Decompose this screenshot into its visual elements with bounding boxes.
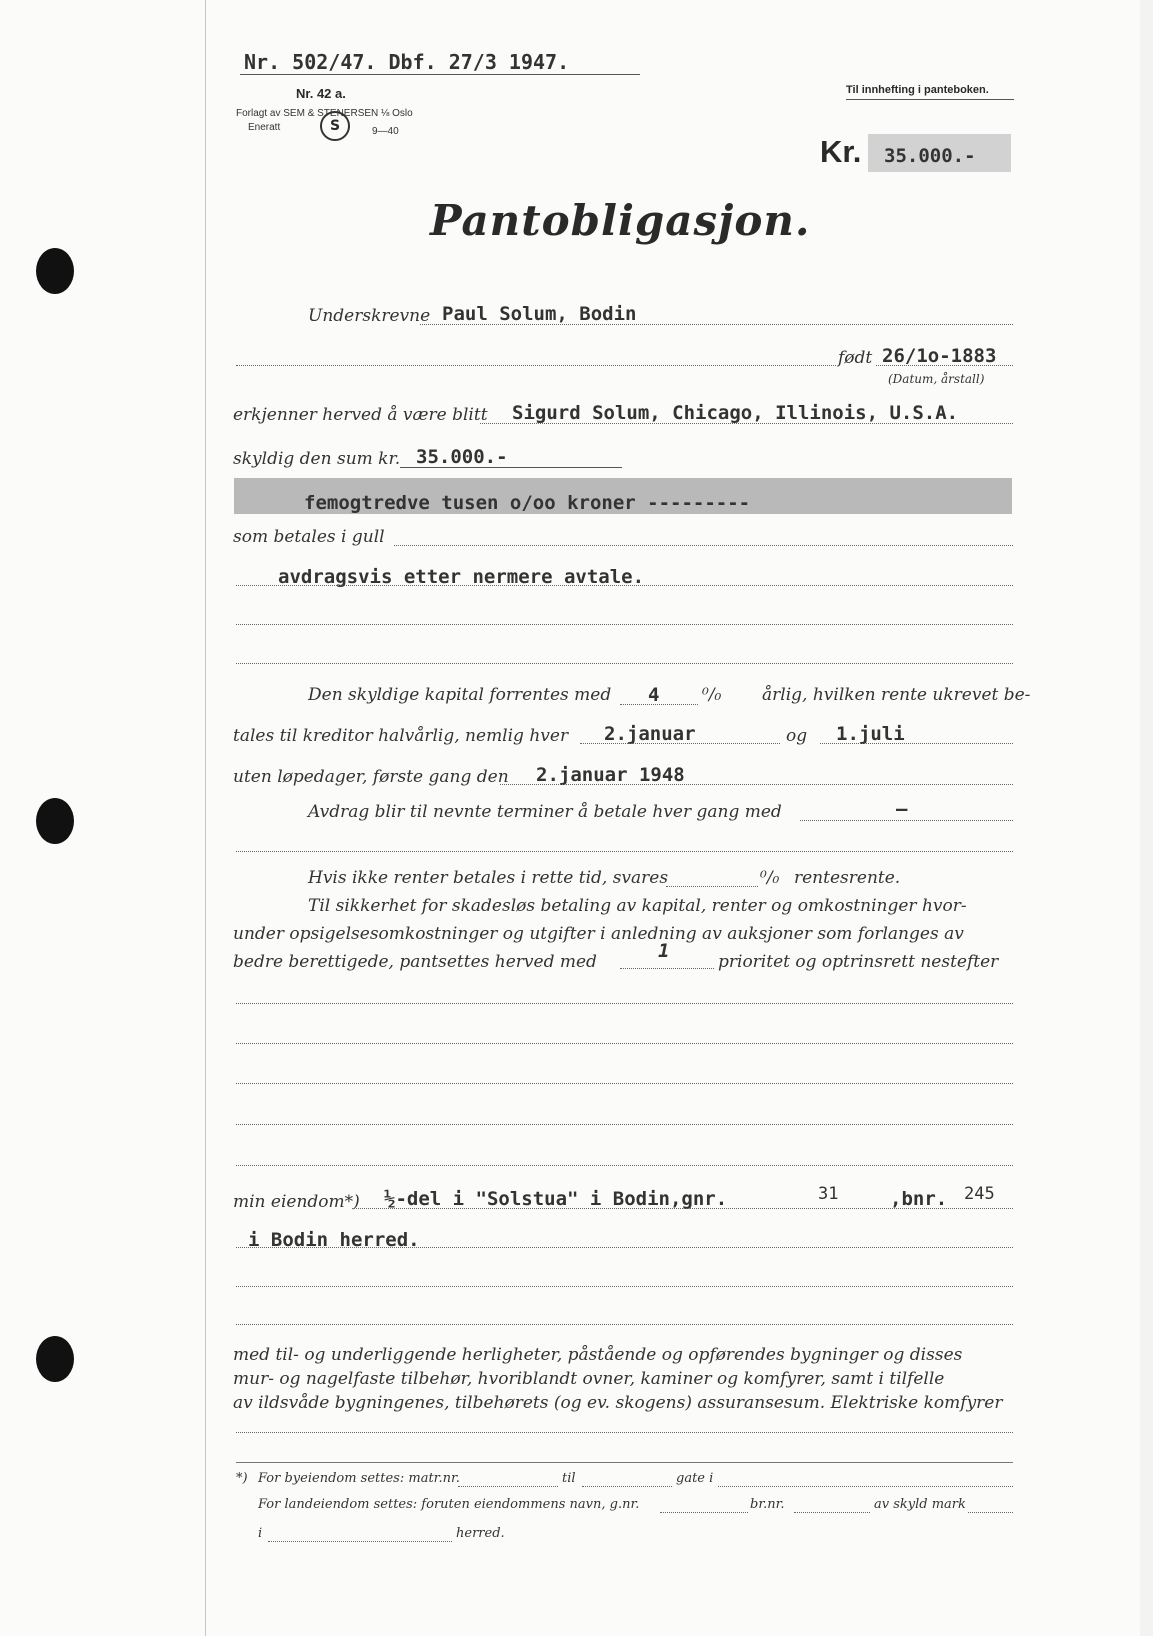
publisher-stamp-icon: S	[320, 111, 350, 141]
footnote-city-line-2	[582, 1486, 672, 1487]
interest-first-date: 2.januar 1948	[536, 764, 685, 786]
property-line-4	[236, 1324, 1013, 1325]
interest-rate-line	[620, 704, 698, 705]
security-para-3a: bedre berettigede, pantsettes herved med	[233, 952, 597, 972]
blank-line-6	[236, 1083, 1013, 1084]
closing-line-2: mur- og nagelfaste tilbehør, hvoriblandt ovner, kaminer og komfyrer, samt i tilfelle	[233, 1369, 945, 1389]
closing-line-1: med til- og underliggende herligheter, påstående og opførendes bygninger og disses	[233, 1345, 963, 1365]
footnote-separator	[236, 1462, 1013, 1463]
security-para-2: under opsigelsesomkostninger og utgifter i anledning av auksjoner som forlanges av	[233, 924, 964, 944]
interest-text-c: tales til kreditor halvårlig, nemlig hver	[233, 726, 569, 746]
owing-label: skyldig den sum kr.	[233, 449, 401, 469]
footnote-city-a: For byeiendom settes: matr.nr.	[258, 1471, 460, 1486]
publisher: Forlagt av SEM & STENERSEN ⅛ Oslo	[236, 108, 413, 119]
priority-line	[620, 968, 714, 969]
footnote-city-b: til	[562, 1471, 576, 1486]
blank-line-5	[236, 1043, 1013, 1044]
eneratt: Eneratt	[248, 122, 281, 133]
document-title: Pantobligasjon.	[430, 196, 811, 245]
property-line-2	[236, 1247, 1013, 1248]
bnr-value: 245	[964, 1184, 995, 1204]
property-value-a: ½-del i "Solstua" i Bodin,gnr.	[384, 1188, 728, 1210]
interest-date1-line	[580, 743, 780, 744]
interest-og: og	[786, 726, 808, 746]
footnote-herred-line	[268, 1541, 452, 1542]
gnr-value: 31	[818, 1184, 839, 1204]
priority-value: 1	[658, 940, 670, 962]
edition: 9—40	[372, 126, 399, 137]
footnote-star: *)	[236, 1471, 248, 1486]
installments-line	[236, 585, 1013, 586]
blank-line-4	[236, 1003, 1013, 1004]
blank-line-7	[236, 1124, 1013, 1125]
punch-hole-middle	[36, 798, 74, 844]
blank-line-8	[236, 1165, 1013, 1166]
binding-note: Til innhefting i panteboken.	[846, 84, 989, 96]
installments-value: avdragsvis etter nermere avtale.	[278, 566, 645, 588]
interest-date2-line	[820, 743, 1013, 744]
avdrag-line	[800, 820, 1013, 821]
footnote-land-c: av skyld mark	[874, 1497, 966, 1512]
footnote-land-b: br.nr.	[750, 1497, 785, 1512]
footnote-herred: herred.	[456, 1526, 505, 1541]
bnr-label: ,bnr.	[890, 1188, 948, 1210]
interest-percent: ⁰/₀	[702, 685, 722, 705]
security-para-3b: prioritet og optrinsrett nestefter	[718, 952, 999, 972]
blank-line-1	[236, 624, 1013, 625]
payable-line	[394, 545, 1013, 546]
blank-line-born	[236, 365, 836, 366]
security-text-a: Hvis ikke renter betales i rette tid, svares	[308, 868, 669, 888]
interest-first-line	[500, 784, 1013, 785]
acknowledge-label: erkjenner herved å være blitt	[233, 405, 488, 425]
interest-text-a: Den skyldige kapital forrentes med	[308, 685, 612, 705]
interest-date2: 1.juli	[836, 723, 905, 745]
avdrag-value: —	[896, 798, 908, 820]
security-text-b: rentesrente.	[794, 868, 901, 888]
property-line-1	[352, 1208, 1013, 1209]
footnote-i: i	[258, 1526, 263, 1541]
born-value: 26/1o-1883	[882, 345, 997, 367]
footnote-land-line-3	[968, 1512, 1013, 1513]
reference-number: Nr. 502/47. Dbf. 27/3 1947.	[244, 50, 570, 74]
born-hint: (Datum, årstall)	[888, 372, 985, 386]
property-line-3	[236, 1286, 1013, 1287]
security-percent: ⁰/₀	[760, 868, 780, 888]
blank-line-3	[236, 851, 1013, 852]
amount-words: femogtredve tusen o/oo kroner ---------	[304, 492, 751, 514]
creditor-value: Sigurd Solum, Chicago, Illinois, U.S.A.	[512, 402, 959, 424]
security-para-1: Til sikkerhet for skadesløs betaling av kapital, renter og omkostninger hvor-	[308, 896, 967, 916]
interest-rate-value: 4	[648, 684, 660, 706]
kr-label: Kr.	[820, 134, 862, 169]
interest-text-e: Avdrag blir til nevnte terminer å betale hver gang med	[308, 802, 782, 822]
punch-hole-top	[36, 248, 74, 294]
interest-text-b: årlig, hvilken rente ukrevet be-	[762, 685, 1031, 705]
blank-line-2	[236, 663, 1013, 664]
creditor-line	[480, 423, 1013, 424]
footnote-land-a: For landeiendom settes: foruten eiendommens navn, g.nr.	[258, 1497, 640, 1512]
footnote-city-line-3	[718, 1486, 1013, 1487]
born-line	[876, 365, 1013, 366]
property-value-b: i Bodin herred.	[248, 1229, 420, 1251]
interest-date1: 2.januar	[604, 723, 696, 745]
undersigned-label: Underskrevne	[308, 306, 431, 326]
interest-text-d: uten løpedager, første gang den	[233, 767, 509, 787]
payable-label: som betales i gull	[233, 527, 385, 547]
reference-underline	[240, 74, 640, 75]
closing-line-3: av ildsvåde bygningenes, tilbehørets (og ev. skogens) assuransesum. Elektriske komfyrer	[233, 1393, 1003, 1413]
footnote-city-c: gate i	[676, 1471, 714, 1486]
security-rate-line	[666, 886, 758, 887]
owing-line	[400, 467, 622, 468]
closing-line-4	[236, 1432, 1013, 1433]
kr-amount: 35.000.-	[884, 145, 976, 167]
footnote-city-line-1	[458, 1486, 558, 1487]
margin-line	[205, 0, 206, 1636]
binding-note-underline	[846, 99, 1014, 100]
punch-hole-bottom	[36, 1336, 74, 1382]
owing-value: 35.000.-	[416, 446, 508, 468]
born-label: født	[838, 348, 873, 368]
footnote-land-line-2	[794, 1512, 870, 1513]
undersigned-value: Paul Solum, Bodin	[442, 303, 637, 325]
form-number: Nr. 42 a.	[296, 86, 346, 101]
footnote-land-line-1	[660, 1512, 748, 1513]
property-label: min eiendom*)	[233, 1192, 360, 1212]
